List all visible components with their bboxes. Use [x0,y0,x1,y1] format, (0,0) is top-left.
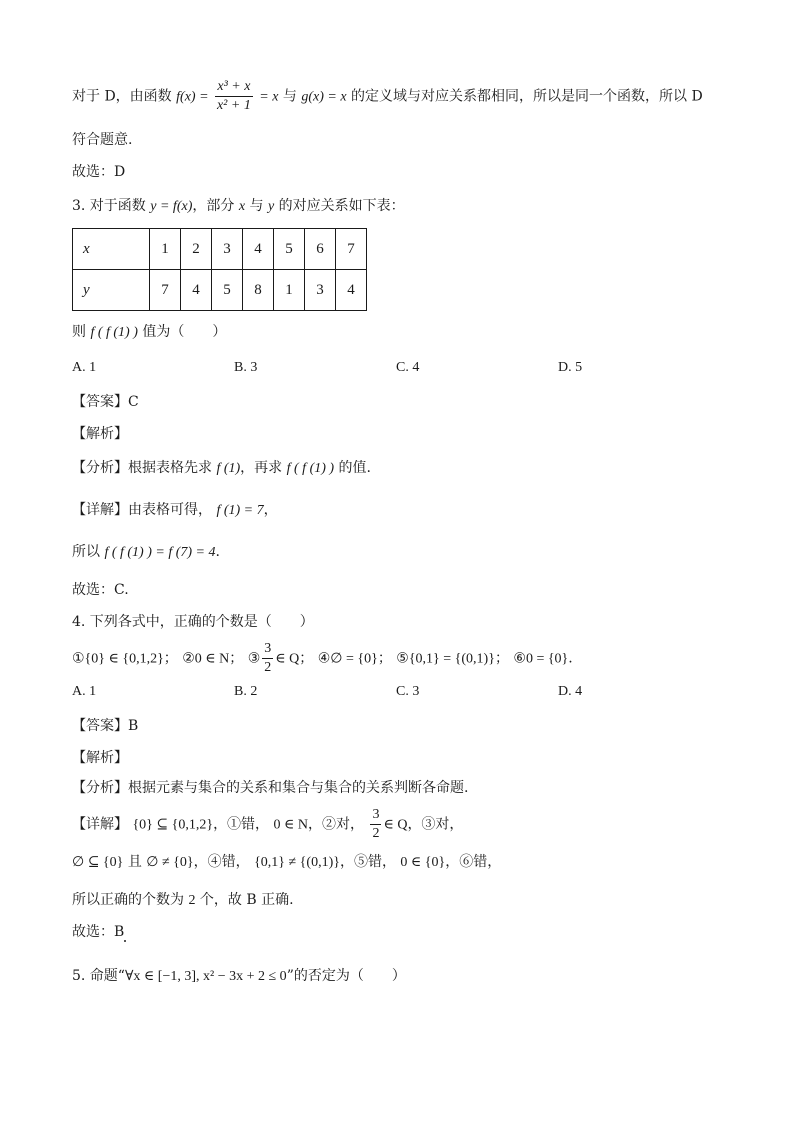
q3-option-b: B. 3 [234,360,258,375]
text: 【详解】由表格可得， [72,502,212,518]
table-cell: 7 [150,270,181,311]
q3-ask [72,322,226,343]
correspondence-table [72,228,367,311]
table-cell: 3 [305,270,336,311]
q4-option-b: B. 2 [234,684,258,699]
math-y: y [267,199,275,214]
q3-option-c: C. 4 [396,360,420,375]
item-4: ④∅ = {0} [317,651,378,667]
text: 对于 D，由函数 [72,88,172,105]
item-5: ⑤{0,1} = {(0,1)} [396,651,495,667]
item-1: ①{0} ∈ {0,1,2} [72,651,164,667]
table-row-y [73,270,367,311]
item-2: ②0 ∈ N [182,651,230,667]
math-f1: f (1) [216,461,241,476]
text: 的对应关系如下表： [278,198,405,214]
text: 所以 [72,544,100,560]
table-cell: 2 [181,229,212,270]
q3-analysis-head: 【解析】 [72,426,128,442]
text: ”的否定为（ ） [286,968,406,984]
math-ff1: f ( f (1) ) [286,461,335,476]
q3-answer: 【答案】C [72,394,139,410]
math: 0 ∈ N [273,817,308,833]
math-eq: = x [259,89,279,105]
item-3-rest: ∈ Q [275,651,300,667]
text: ，①错， [213,816,270,833]
math: ∀x ∈ [−1, 3], x² − 3x + 2 ≤ 0 [124,969,287,984]
text: 则 [72,324,86,340]
table-cell: 4 [243,229,274,270]
row-label-x: x [73,229,150,270]
math-f1-eq: f (1) = 7 [216,503,264,518]
text: ，部分 [192,198,235,214]
table-cell: 3 [212,229,243,270]
answer-d: 故选：D [72,164,126,180]
fraction-3-2 [370,806,381,843]
stray-dot [124,940,126,942]
q3-suoyi [72,542,220,563]
q4-final: 故选：B [72,924,125,940]
table-cell: 5 [212,270,243,311]
q4-answer: 【答案】B [72,718,139,734]
math-fx: f(x) = [176,89,209,105]
math: 0 ∈ {0} [400,855,446,870]
math: ∅ ≠ {0} [146,855,194,870]
q4-option-d: D. 4 [558,684,583,699]
q5-stem [72,966,406,987]
q4-items [72,640,573,677]
text: ， [263,502,278,518]
table-cell: 6 [305,229,336,270]
text: ，③对， [407,816,464,833]
item-3-mark: ③ [247,651,261,667]
math: ∅ ⊆ {0} [72,855,124,870]
d-explanation-line-2: 符合题意. [72,132,133,148]
math: {0} ⊆ {0,1,2} [132,817,214,833]
row-label-y: y [73,270,150,311]
q4-fenxi: 【分析】根据元素与集合的关系和集合与集合的关系判断各命题. [72,780,469,796]
fraction-denominator: 2 [372,826,380,841]
sep: ； [229,650,244,667]
table-cell: 1 [274,270,305,311]
text: ，②对， [308,816,364,833]
q4-xiangjie-3 [72,890,294,911]
fraction [215,78,253,115]
text: ，再求 [240,460,283,476]
text: 个，故 B 正确. [199,892,294,908]
math: ∈ Q [383,817,408,833]
text: 3. 对于函数 [72,198,146,214]
text: 且 [127,854,142,870]
q4-analysis-head: 【解析】 [72,750,128,766]
q3-stem [72,196,405,217]
table-row-x [73,229,367,270]
q4-option-c: C. 3 [396,684,420,699]
math: {0,1} ≠ {(0,1)} [254,855,340,870]
fraction-numerator: 3 [370,806,381,825]
period: . [568,650,573,667]
fraction-numerator: x³ + x [215,78,253,97]
number: 2 [188,893,196,908]
text: 所以正确的个数为 [72,892,184,908]
text: 值为（ ） [142,324,227,340]
q3-option-d: D. 5 [558,360,583,375]
text: 的定义域与对应关系都相同，所以是同一个函数，所以 D [351,88,703,105]
text: ，④错， [193,854,250,870]
sep: ； [163,650,178,667]
math-yfx: y = f(x) [150,199,193,214]
table-cell: 5 [274,229,305,270]
q3-option-a: A. 1 [72,360,97,375]
text: . [215,544,220,560]
table-cell: 4 [336,270,367,311]
text: 【详解】 [72,816,128,833]
q3-final: 故选：C. [72,582,129,598]
table-cell: 8 [243,270,274,311]
math-ff1-eq: f ( f (1) ) = f (7) = 4 [104,545,216,560]
table-cell: 4 [181,270,212,311]
fraction-denominator: x² + 1 [216,98,251,113]
q4-option-a: A. 1 [72,684,97,699]
text: 与 [282,88,297,105]
text: 5. 命题“ [72,968,125,984]
sep: ； [299,650,314,667]
q4-stem: 4. 下列各式中，正确的个数是（ ） [72,614,314,630]
q4-xiangjie-2 [72,852,501,873]
table-cell: 1 [150,229,181,270]
math-x: x [238,199,246,214]
text: 与 [249,198,264,214]
text: 的值. [338,460,371,476]
text: ，⑥错， [445,854,502,870]
fraction-3-2 [262,640,273,677]
d-explanation-line [72,78,703,115]
fraction-numerator: 3 [262,640,273,659]
item-6: ⑥0 = {0} [513,651,569,667]
q3-fenxi [72,458,371,479]
sep: ； [494,650,509,667]
text: ，⑤错， [339,854,396,870]
math-gx: g(x) = x [301,89,347,105]
fraction-denominator: 2 [264,660,272,675]
q3-xiangjie [72,500,278,521]
table-cell: 7 [336,229,367,270]
q4-xiangjie-1 [72,806,463,843]
text: 【分析】根据表格先求 [72,460,212,476]
sep: ； [377,650,392,667]
math-ffx: f ( f (1) ) [90,325,138,340]
